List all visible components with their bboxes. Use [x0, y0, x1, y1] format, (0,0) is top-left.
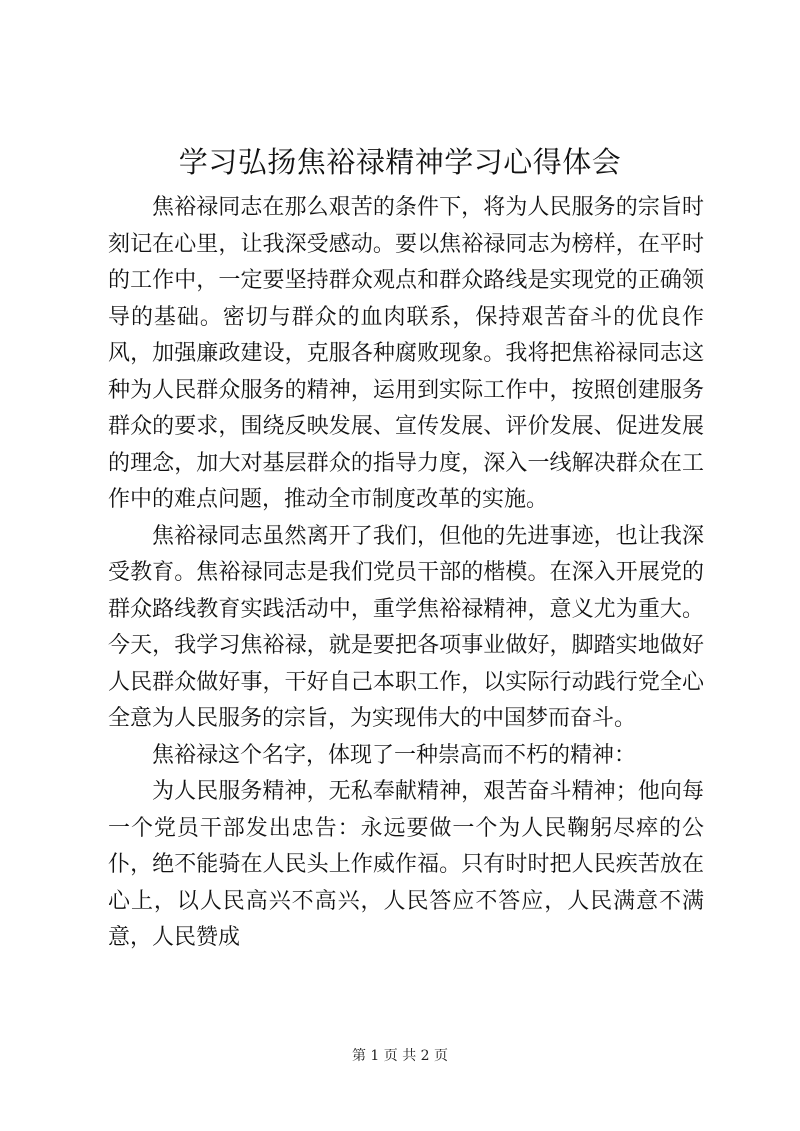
page-footer: 第 1 页 共 2 页 [351, 1048, 449, 1064]
paragraph-3: 焦裕禄这个名字，体现了一种崇高而不朽的精神： [152, 742, 637, 768]
paragraph-2: 焦裕禄同志虽然离开了我们，但他的先进事迹，也让我深受教育。焦裕禄同志是我们党员干部的楷模。在深入开展党的群众路线教育实践活动中，重学焦裕禄精神，意义尤为重大。今天，我学习焦裕禄，就是要把各项事业做好，脚踏实地做好人民群众做好事，干好自己本职工作，以实际行动践行党全心全意为人民服务的宗旨，为实现伟大的中国梦而奋斗。 [108, 523, 704, 731]
document-body [108, 190, 704, 957]
document-title: 学习弘扬焦裕禄精神学习心得体会 [178, 145, 622, 179]
paragraph-4: 为人民服务精神，无私奉献精神，艰苦奋斗精神；他向每一个党员干部发出忠告：永远要做一个为人民鞠躬尽瘁的公仆，绝不能骑在人民头上作威作福。只有时时把人民疾苦放在心上，以人民高兴不高兴，人民答应不答应，人民满意不满意，人民赞成 [108, 779, 704, 950]
paragraph-1: 焦裕禄同志在那么艰苦的条件下，将为人民服务的宗旨时刻记在心里，让我深受感动。要以焦裕禄同志为榜样，在平时的工作中，一定要坚持群众观点和群众路线是实现党的正确领导的基础。密切与群众的血肉联系，保持艰苦奋斗的优良作风，加强廉政建设，克服各种腐败现象。我将把焦裕禄同志这种为人民群众服务的精神，运用到实际工作中，按照创建服务群众的要求，围绕反映发展、宣传发展、评价发展、促进发展的理念，加大对基层群众的指导力度，深入一线解决群众在工作中的难点问题，推动全市制度改革的实施。 [108, 195, 704, 512]
